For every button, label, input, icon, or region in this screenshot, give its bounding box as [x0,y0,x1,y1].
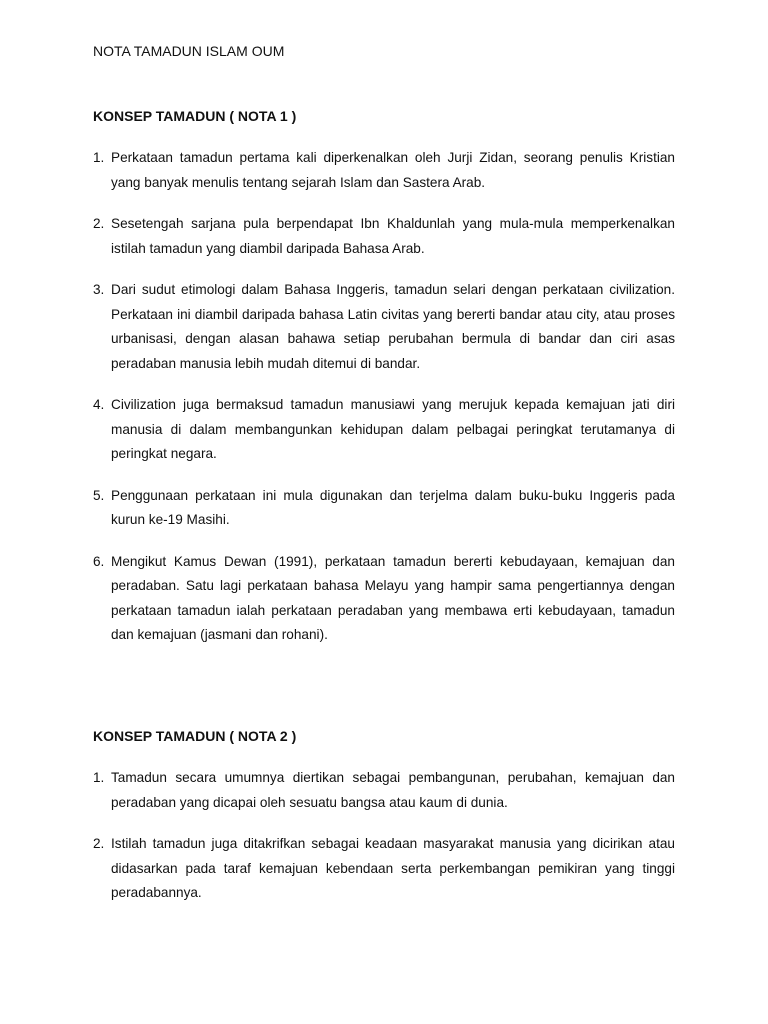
item-text: Mengikut Kamus Dewan (1991), perkataan tamadun bererti kebudayaan, kemajuan dan peradaban. Satu lagi perkataan bahasa Melayu yang hampir sama pengertiannya dengan perkataan tamadun ialah perkataan peradaban yang membawa erti kebudayaan, tamadun dan kemajuan (jasmani dan rohani). [111,553,675,642]
list-item [93,212,675,261]
list-item [93,146,675,195]
item-text: Civilization juga bermaksud tamadun manusiawi yang merujuk kepada kemajuan jati diri manusia di dalam membangunkan kehidupan dalam pelbagai peringkat terutamanya di peringkat negara. [111,397,675,461]
item-number: 2. [93,216,105,231]
item-text: Perkataan tamadun pertama kali diperkenalkan oleh Jurji Zidan, seorang penulis Kristian yang banyak menulis tentang sejarah Islam dan Sastera Arab. [111,150,675,190]
list-item [93,766,675,815]
section-heading: KONSEP TAMADUN ( NOTA 2 ) [93,728,297,744]
section-nota-1 [93,106,675,648]
item-number: 6. [93,553,105,569]
item-number: 3. [93,282,105,297]
item-text: Sesetengah sarjana pula berpendapat Ibn Khaldunlah yang mula-mula memperkenalkan istilah tamadun yang diambil daripada Bahasa Arab. [111,216,675,256]
section-heading: KONSEP TAMADUN ( NOTA 1 ) [93,108,297,124]
list-item [93,484,675,533]
item-text: Penggunaan perkataan ini mula digunakan dan terjelma dalam buku-buku Inggeris pada kurun ke-19 Masihi. [111,487,675,527]
item-number: 1. [93,150,105,165]
item-text: Tamadun secara umumnya diertikan sebagai pembangunan, perubahan, kemajuan dan peradaban yang dicapai oleh sesuatu bangsa atau kaum di dunia. [111,770,675,810]
list-item [93,832,675,906]
numbered-list [93,146,675,648]
numbered-list [93,766,675,906]
item-text: Dari sudut etimologi dalam Bahasa Inggeris, tamadun selari dengan perkataan civilization. Perkataan ini diambil daripada bahasa Latin civitas yang bererti bandar atau city, atau proses urbanisasi, dengan alasan bahawa setiap perubahan bermula di bandar dan ciri asas peradaban manusia lebih mudah ditemui di bandar. [111,282,675,371]
list-item [93,550,675,648]
item-number: 5. [93,487,105,503]
item-number: 4. [93,397,105,412]
item-number: 2. [93,836,105,851]
item-number: 1. [93,770,105,785]
list-item [93,393,675,467]
section-nota-2 [93,726,675,906]
item-text: Istilah tamadun juga ditakrifkan sebagai keadaan masyarakat manusia yang dicirikan atau didasarkan pada taraf kemajuan kebendaan serta perkembangan pemikiran yang tinggi peradabannya. [111,836,675,900]
document-title: NOTA TAMADUN ISLAM OUM [93,43,285,59]
list-item [93,278,675,376]
